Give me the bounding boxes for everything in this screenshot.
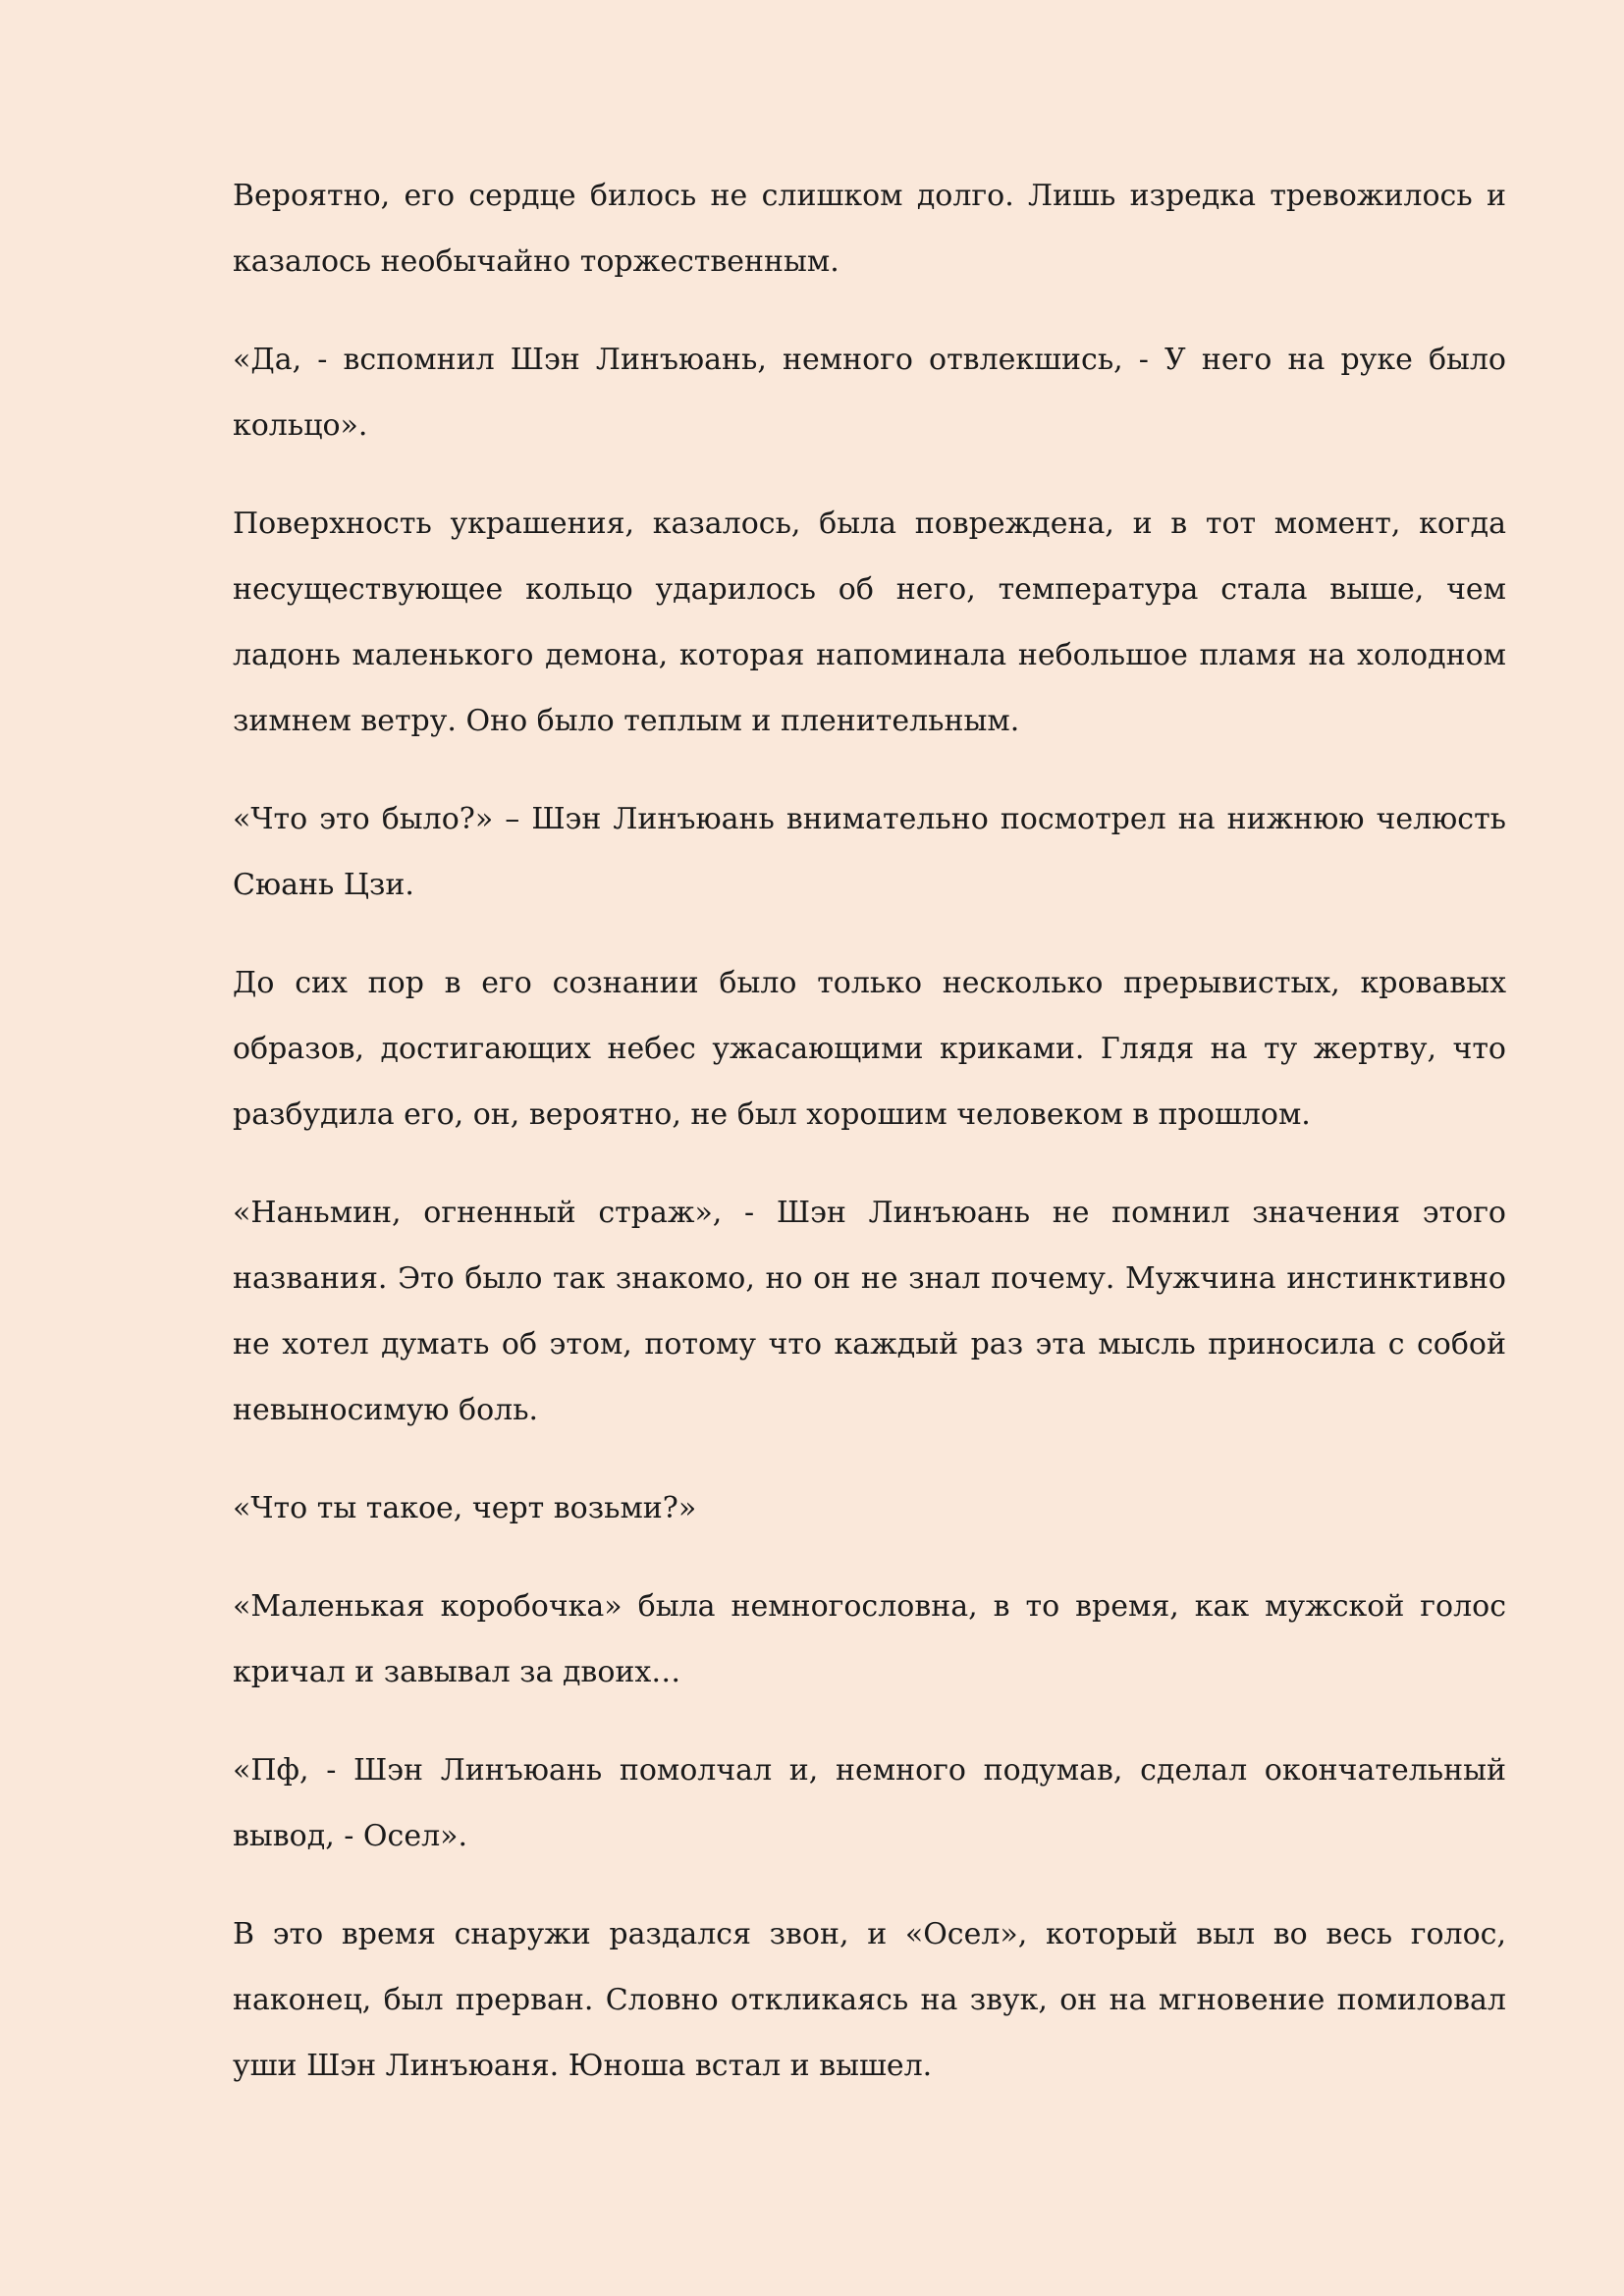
paragraph: До сих пор в его сознании было только несколько прерывистых, кровавых образов, достигающих небес ужасающими криками. Глядя на ту жертву, что разбудила его, он, вероятно, не был хорошим человеком в прошлом. <box>233 966 1506 1132</box>
paragraph: Вероятно, его сердце билось не слишком долго. Лишь изредка тревожилось и казалось необычайно торжественным. <box>233 179 1506 279</box>
paragraph: В это время снаружи раздался звон, и «Осел», который выл во весь голос, наконец, был прерван. Словно откликаясь на звук, он на мгновение помиловал уши Шэн Линъюаня. Юноша встал и вышел. <box>233 1917 1506 2083</box>
paragraph: «Что это было?» – Шэн Линъюань внимательно посмотрел на нижнюю челюсть Сюань Цзи. <box>233 802 1506 902</box>
paragraph: «Маленькая коробочка» была немногословна, в то время, как мужской голос кричал и завывал за двоих… <box>233 1589 1506 1689</box>
paragraph: «Что ты такое, черт возьми?» <box>233 1491 697 1525</box>
paragraph: «Да, - вспомнил Шэн Линъюань, немного отвлекшись, - У него на руке было кольцо». <box>233 343 1506 443</box>
paragraph: Поверхность украшения, казалось, была повреждена, и в тот момент, когда несуществующее кольцо ударилось об него, температура стала выше, чем ладонь маленького демона, которая напоминала небольшое пламя на холодном зимнем ветру. Оно было теплым и пленительным. <box>233 507 1506 738</box>
paragraph: «Пф, - Шэн Линъюань помолчал и, немного подумав, сделал окончательный вывод, - Осел». <box>233 1753 1506 1853</box>
text-body <box>233 163 1506 2131</box>
paragraph: «Наньмин, огненный страж», - Шэн Линъюань не помнил значения этого названия. Это было так знакомо, но он не знал почему. Мужчина инстинктивно не хотел думать об этом, потому что каждый раз эта мысль приносила с собой невыносимую боль. <box>233 1196 1506 1427</box>
